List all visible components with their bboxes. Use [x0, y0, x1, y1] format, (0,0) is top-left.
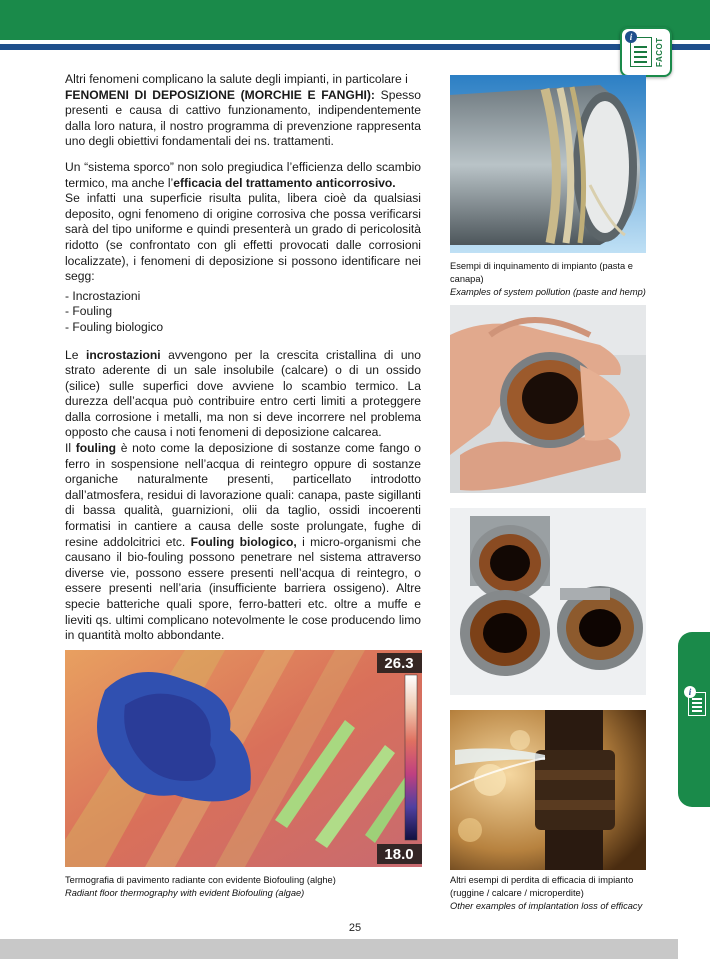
photo-pipe-paste-hemp [450, 75, 646, 253]
thermo-max-label: 26.3 [384, 655, 414, 672]
list-item: - Incrostazioni [65, 288, 141, 303]
paragraph-deposition: Altri fenomeni complicano la salute degli impianti, in particolare i FENOMENI DI DEPOSIZIONE (MORCHIE E FANGHI): Spesso presenti e causa di cattivo funzionamento, indipendentemente dalla loro natura, il nostro programma di prevenzione rappresenta uno degli obiettivi fondamentali dei ns. trattamenti. [65, 72, 421, 149]
facot-info-badge [620, 27, 672, 77]
paragraph-incrustations: Le incrostazioni avvengono per la crescita cristallina di uno strato aderente di un sale insolubile (calcare) o di un ossido (silice) sulle superfici dove avviene lo scambio termico. La durezza dell’acqua può contribuire entro certi limiti a proteggere dalla corrosione i metalli, ma non si deve incorrere nel problema opposto che causa i noti fenomeni di deposizione calcarea. [65, 347, 421, 440]
page-number: 25 [348, 922, 362, 934]
thermo-min-label: 18.0 [384, 846, 414, 863]
paragraph-dirty-system: Un “sistema sporco” non solo pregiudica l’efficienza dello scambio termico, ma anche l’efficacia del trattamento anticorrosivo. Se infatti una superficie risulta pulita, libera cioè da qualsiasi deposito, ogni fenomeno di origine corrosiva che possa verificarsi sarà del tipo uniforme e quindi presenterà un grado di pericolosità ridotto (se confrontato con gli effetti provocati dalle corrosioni localizzate), i fenomeni di deposizione si possono identificare nei segg: [65, 159, 421, 284]
caption-thermography: Termografia di pavimento radiante con evidente Biofouling (alghe) Radiant floor thermography with evident Biofouling (algae) [65, 875, 336, 898]
list-item: - Fouling [65, 304, 113, 319]
header-stripe-white-2 [0, 50, 710, 53]
deposition-types-list [65, 289, 421, 336]
deposition-heading: FENOMENI DI DEPOSIZIONE (MORCHIE E FANGHI): [65, 87, 375, 102]
caption-photo1: Esempi di inquinamento di impianto (pasta e canapa) Examples of system pollution (paste and hemp) [450, 261, 646, 297]
info-icon: i [625, 31, 637, 43]
thermography-image [65, 650, 422, 867]
photo-hand-corroded-pipe [450, 305, 646, 493]
article-text [65, 72, 421, 648]
caption-photo4: Altri esempi di perdita di efficacia di impianto (ruggine / calcare / microperdite) Other examples of implantation loss of efficacy [450, 875, 643, 911]
photo-three-corroded-pipes [450, 508, 646, 695]
side-info-tab [678, 632, 710, 807]
side-info-icon: i [684, 686, 696, 698]
paragraph-fouling: Il fouling è noto come la deposizione di sostanze come fango o ferro in sospensione nell’acqua di reintegro oppure di sostanze organiche naturalmente presenti, particellato introdotto dall’atmosfera, residui di lavorazione quali: canapa, paste sigillanti di bassa qualità, guarnizioni, olii da taglio, ossidi incoerenti formatisi in cantiere a causa delle soste prolungate, fughe di resine addolcitrici etc. Fouling biologico, i micro-organismi che causano il bio-fouling possono penetrare nel sistema attraverso diverse vie, possono essere presenti nell’acqua di reintegro, o essere presenti nell’aria (insufficiente barriera ossigeno). Altre specie batteriche quali spore, ferro-batteri etc. oltre a muffe e lieviti qs. ultimi complicano notevolmente le cose producendo limo in quantità molto abbondante. [65, 441, 422, 643]
footer-bar [0, 939, 678, 959]
photo-leaking-pipe [450, 710, 646, 870]
header-green-band [0, 0, 710, 40]
list-item: - Fouling biologico [65, 319, 164, 334]
facot-badge-label: FACOT [655, 37, 664, 67]
